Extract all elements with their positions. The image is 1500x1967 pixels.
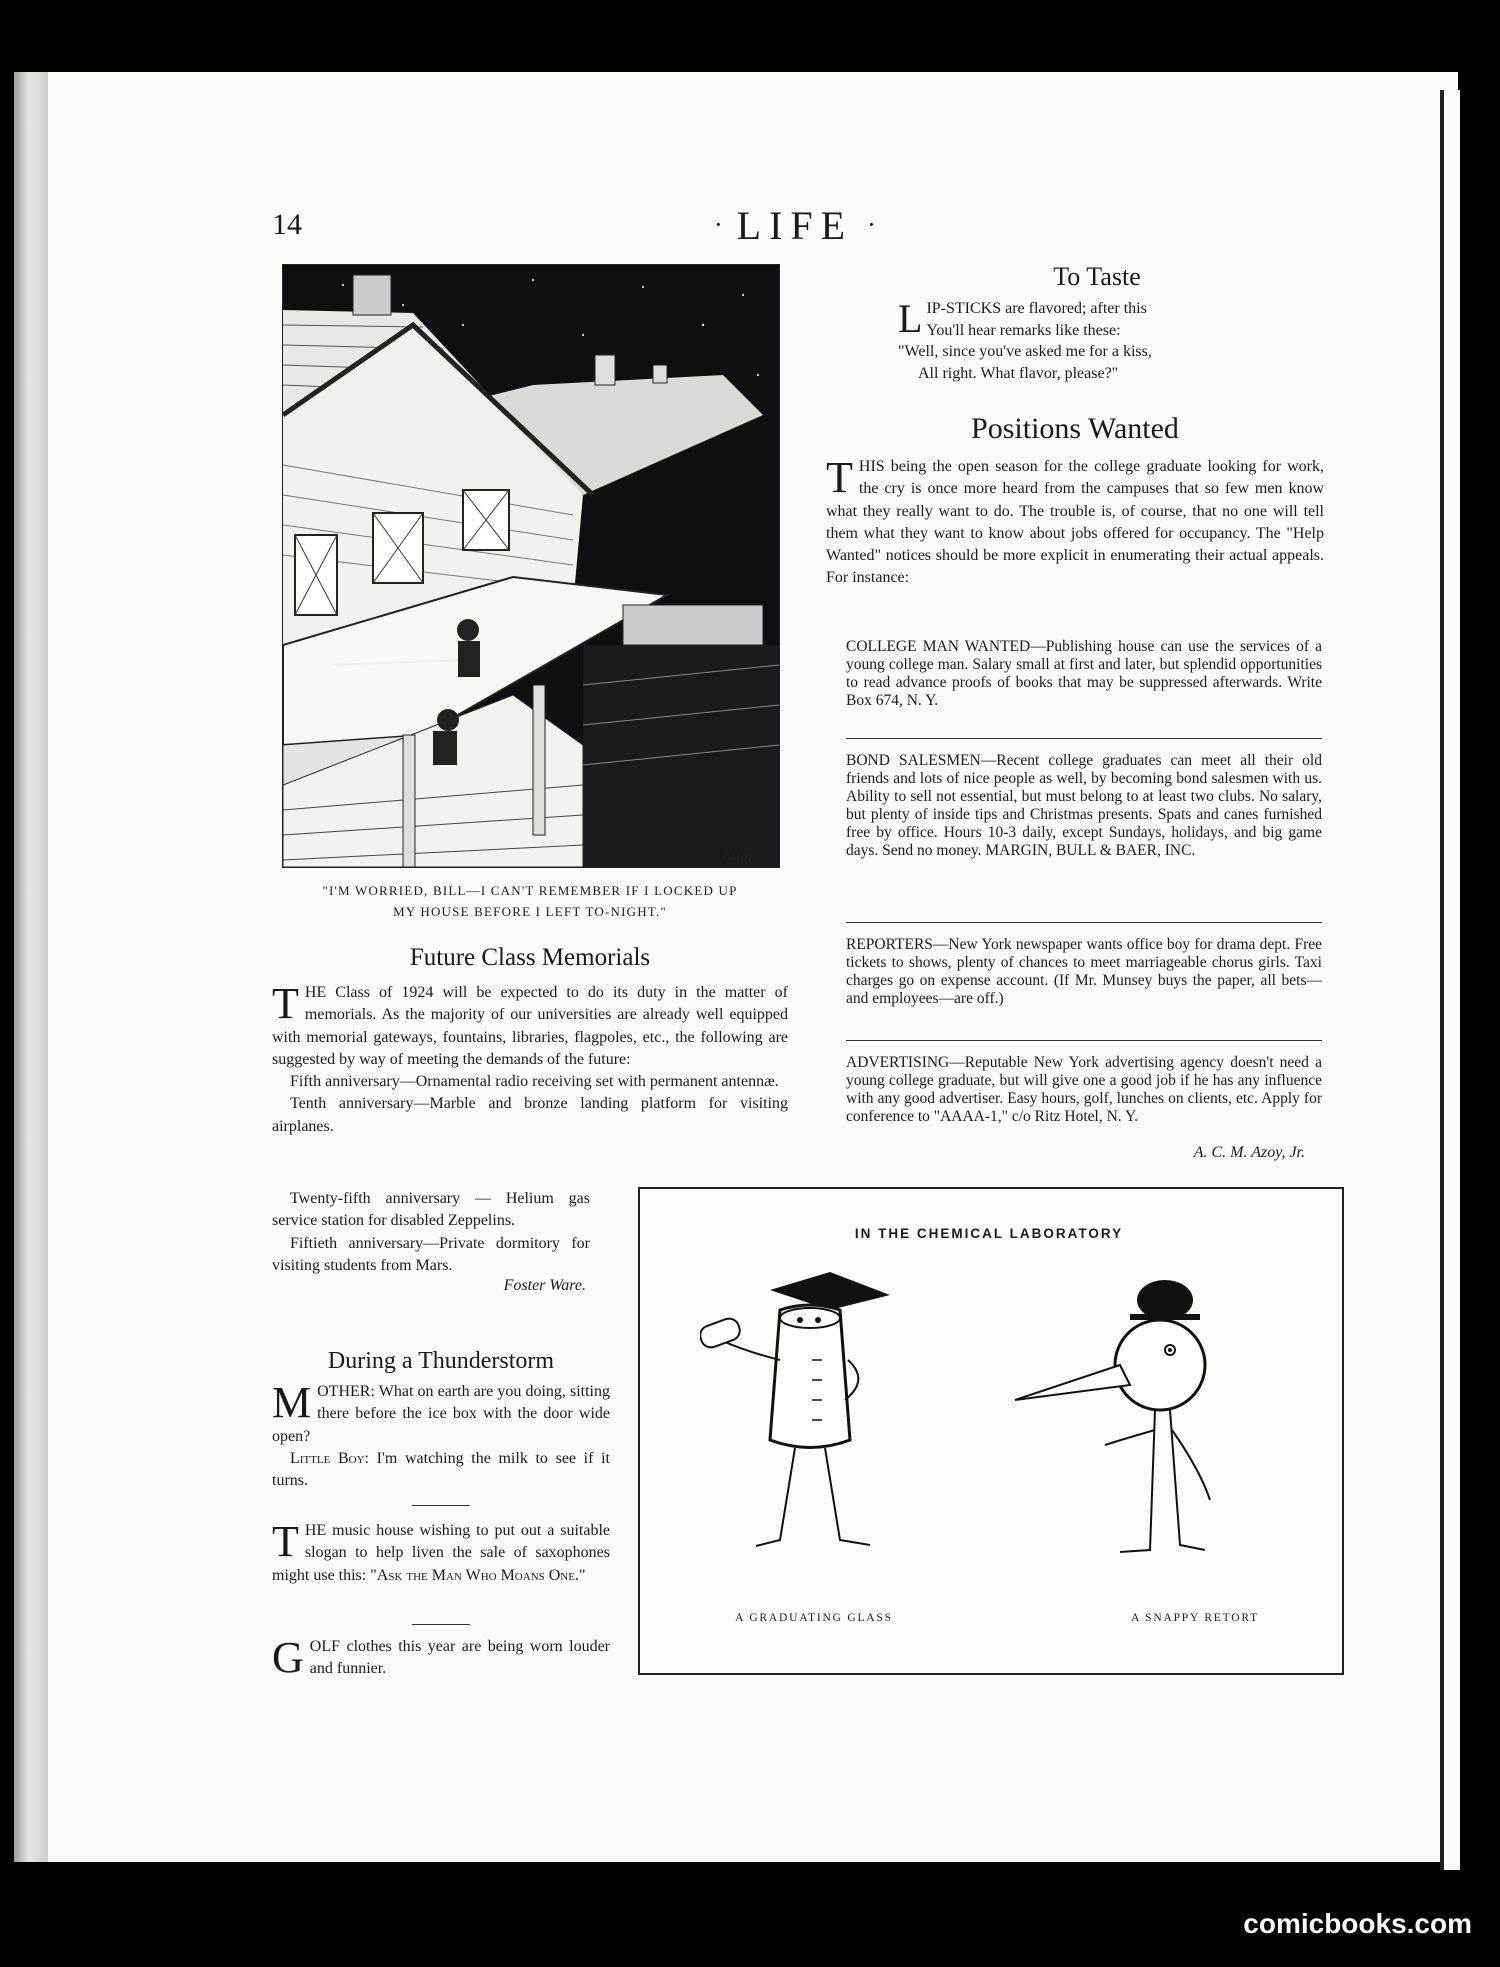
thunderstorm-mother-text: What on earth are you doing, sitting there before the ice box with the door wide open? [272, 1383, 610, 1445]
golf-joke [272, 1633, 610, 1682]
music-joke-slogan: "Ask the Man Who Moans One." [370, 1566, 586, 1584]
svg-text:FARR: FARR [723, 852, 753, 864]
memorials-item-twenty-fifth: Twenty-fifth anniversary — Helium gas service station for disabled Zeppelins. [272, 1190, 590, 1230]
cartoon-caption [282, 880, 778, 922]
ad-bond-salesmen: BOND SALESMEN—Recent college graduates can meet all their old friends and lots of nice people as well, by becoming bond salesmen with us. Ability to sell not essential, but must belong to at least two clubs. No salary, but plenty of inside tips and Christmas presents. Spats and canes furnished free by office. Hours 10-3 daily, except Sundays, holidays, and big game days. Send no money. MARGIN, BULL & BAER, INC. [846, 752, 1322, 859]
joke-divider-2 [412, 1624, 470, 1625]
music-joke [272, 1517, 610, 1587]
positions-wanted-title: Positions Wanted [971, 412, 1179, 445]
thunderstorm-mother [272, 1378, 610, 1448]
memorials-continued [272, 1188, 590, 1295]
page-edge-left [14, 72, 52, 1862]
memorials-item-fiftieth: Fiftieth anniversary—Private dormitory for visiting students from Mars. [272, 1234, 590, 1274]
ad-divider-3 [846, 1040, 1322, 1041]
chemical-lab-drawing [700, 1270, 1280, 1620]
golf-joke-drop-cap: G [272, 1633, 304, 1682]
thunderstorm-mother-label: OTHER: [317, 1383, 375, 1400]
positions-wanted-drop-cap: T [826, 453, 853, 502]
music-joke-text [272, 1517, 610, 1587]
joke-divider-1 [412, 1505, 470, 1506]
thunderstorm-boy-label: Little Boy: [290, 1449, 369, 1467]
cartoon-caption-line-2: MY HOUSE BEFORE I LEFT TO-NIGHT." [393, 904, 667, 919]
chemical-lab-title: IN THE CHEMICAL LABORATORY [854, 1226, 1124, 1241]
night-roof-cartoon [282, 264, 780, 868]
ad-reporters: REPORTERS—New York newspaper wants office boy for drama dept. Free tickets to shows, plenty of chances to meet marriageable chorus girls. Taxi charges go on expense account. (If Mr. Munsey buys the paper, all bets—and employees—are off.) [846, 936, 1322, 1007]
golf-joke-text [272, 1633, 610, 1682]
to-taste-section [898, 262, 1296, 292]
to-taste-title: To Taste [1053, 262, 1141, 291]
night-roof-cartoon-drawing [283, 265, 779, 867]
masthead-dot-right: · [867, 210, 876, 239]
memorials-title: Future Class Memorials [409, 944, 651, 971]
masthead [700, 202, 890, 249]
to-taste-verse [898, 298, 1296, 384]
music-joke-drop-cap: T [272, 1517, 299, 1566]
to-taste-line-2: You'll hear remarks like these: [926, 321, 1121, 339]
thunderstorm-title: During a Thunderstorm [327, 1348, 555, 1374]
positions-wanted-intro-text: HIS being the open season for the college graduate looking for work, the cry is once more heard from the campuses that so few men know what they really want to do. The trouble is, of course, that no one will tell them what they want to know about jobs offered for occupancy. The "Help Wanted" notices should be more explicit in enumerating their actual appeals. For instance: [826, 458, 1324, 587]
site-watermark[interactable]: comicbooks.com [1243, 1908, 1472, 1939]
memorials-intro-text: HE Class of 1924 will be expected to do its duty in the matter of memorials. As the majority of our universities are already well equipped with memorial gateways, fountains, libraries, flagpoles, etc., the following are suggested by way of meeting the demands of the future: [272, 984, 788, 1068]
thunderstorm-section [272, 1348, 610, 1492]
to-taste-line-3: "Well, since you've asked me for a kiss, [898, 343, 1152, 360]
thunderstorm-boy-text: I'm watching the milk to see if it turns. [272, 1449, 611, 1490]
memorials-item-tenth: Tenth anniversary—Marble and bronze landing platform for visiting airplanes. [272, 1095, 788, 1135]
positions-wanted-signature: A. C. M. Azoy, Jr. [1193, 1144, 1305, 1161]
thunderstorm-boy [272, 1448, 610, 1493]
ad-divider-1 [846, 738, 1322, 739]
ad-college-man: COLLEGE MAN WANTED—Publishing house can use the services of a young college man. Salary small at first and later, but splendid opportunities to read advance proofs of books that may be suppressed afterwards. Write Box 674, N. Y. [846, 638, 1322, 709]
masthead-dot-left: · [714, 210, 723, 239]
thunderstorm-drop-cap: M [272, 1378, 312, 1427]
positions-wanted-intro [826, 453, 1324, 590]
ad-advertising: ADVERTISING—Reputable New York advertising agency doesn't need a young college graduate, but will give one a good job if he has any influence with any good advertiser. Easy hours, golf, lunches on clients, etc. Apply for conference to "AAAA-1," c/o Ritz Hotel, N. Y. [846, 1054, 1322, 1125]
masthead-title: LIFE [736, 203, 854, 248]
cartoon-caption-line-1: "I'M WORRIED, BILL—I CAN'T REMEMBER IF I LOCKED UP [322, 883, 738, 898]
snappy-retort-caption: A SNAPPY RETORT [1131, 1612, 1259, 1624]
memorials-intro [272, 979, 788, 1071]
positions-wanted-section [826, 412, 1324, 590]
graduating-glass-caption: A GRADUATING GLASS [735, 1612, 893, 1624]
to-taste-line-4: All right. What flavor, please?" [918, 364, 1119, 382]
page-number: 14 [272, 208, 302, 241]
to-taste-drop-cap: L [898, 296, 923, 341]
music-joke-body: HE music house wishing to put out a suitable slogan to help liven the sale of saxophones might use this: [272, 1522, 610, 1584]
memorials-item-fifth: Fifth anniversary—Ornamental radio receiving set with permanent antennæ. [290, 1073, 779, 1091]
memorials-drop-cap: T [272, 979, 299, 1028]
golf-joke-body: OLF clothes this year are being worn louder and funnier. [309, 1638, 610, 1678]
page-spine [1440, 90, 1460, 1870]
memorials-section [272, 944, 788, 1138]
to-taste-line-1: IP-STICKS are flavored; after this [926, 300, 1147, 317]
memorials-signature: Foster Ware. [503, 1277, 586, 1295]
ad-divider-2 [846, 922, 1322, 923]
